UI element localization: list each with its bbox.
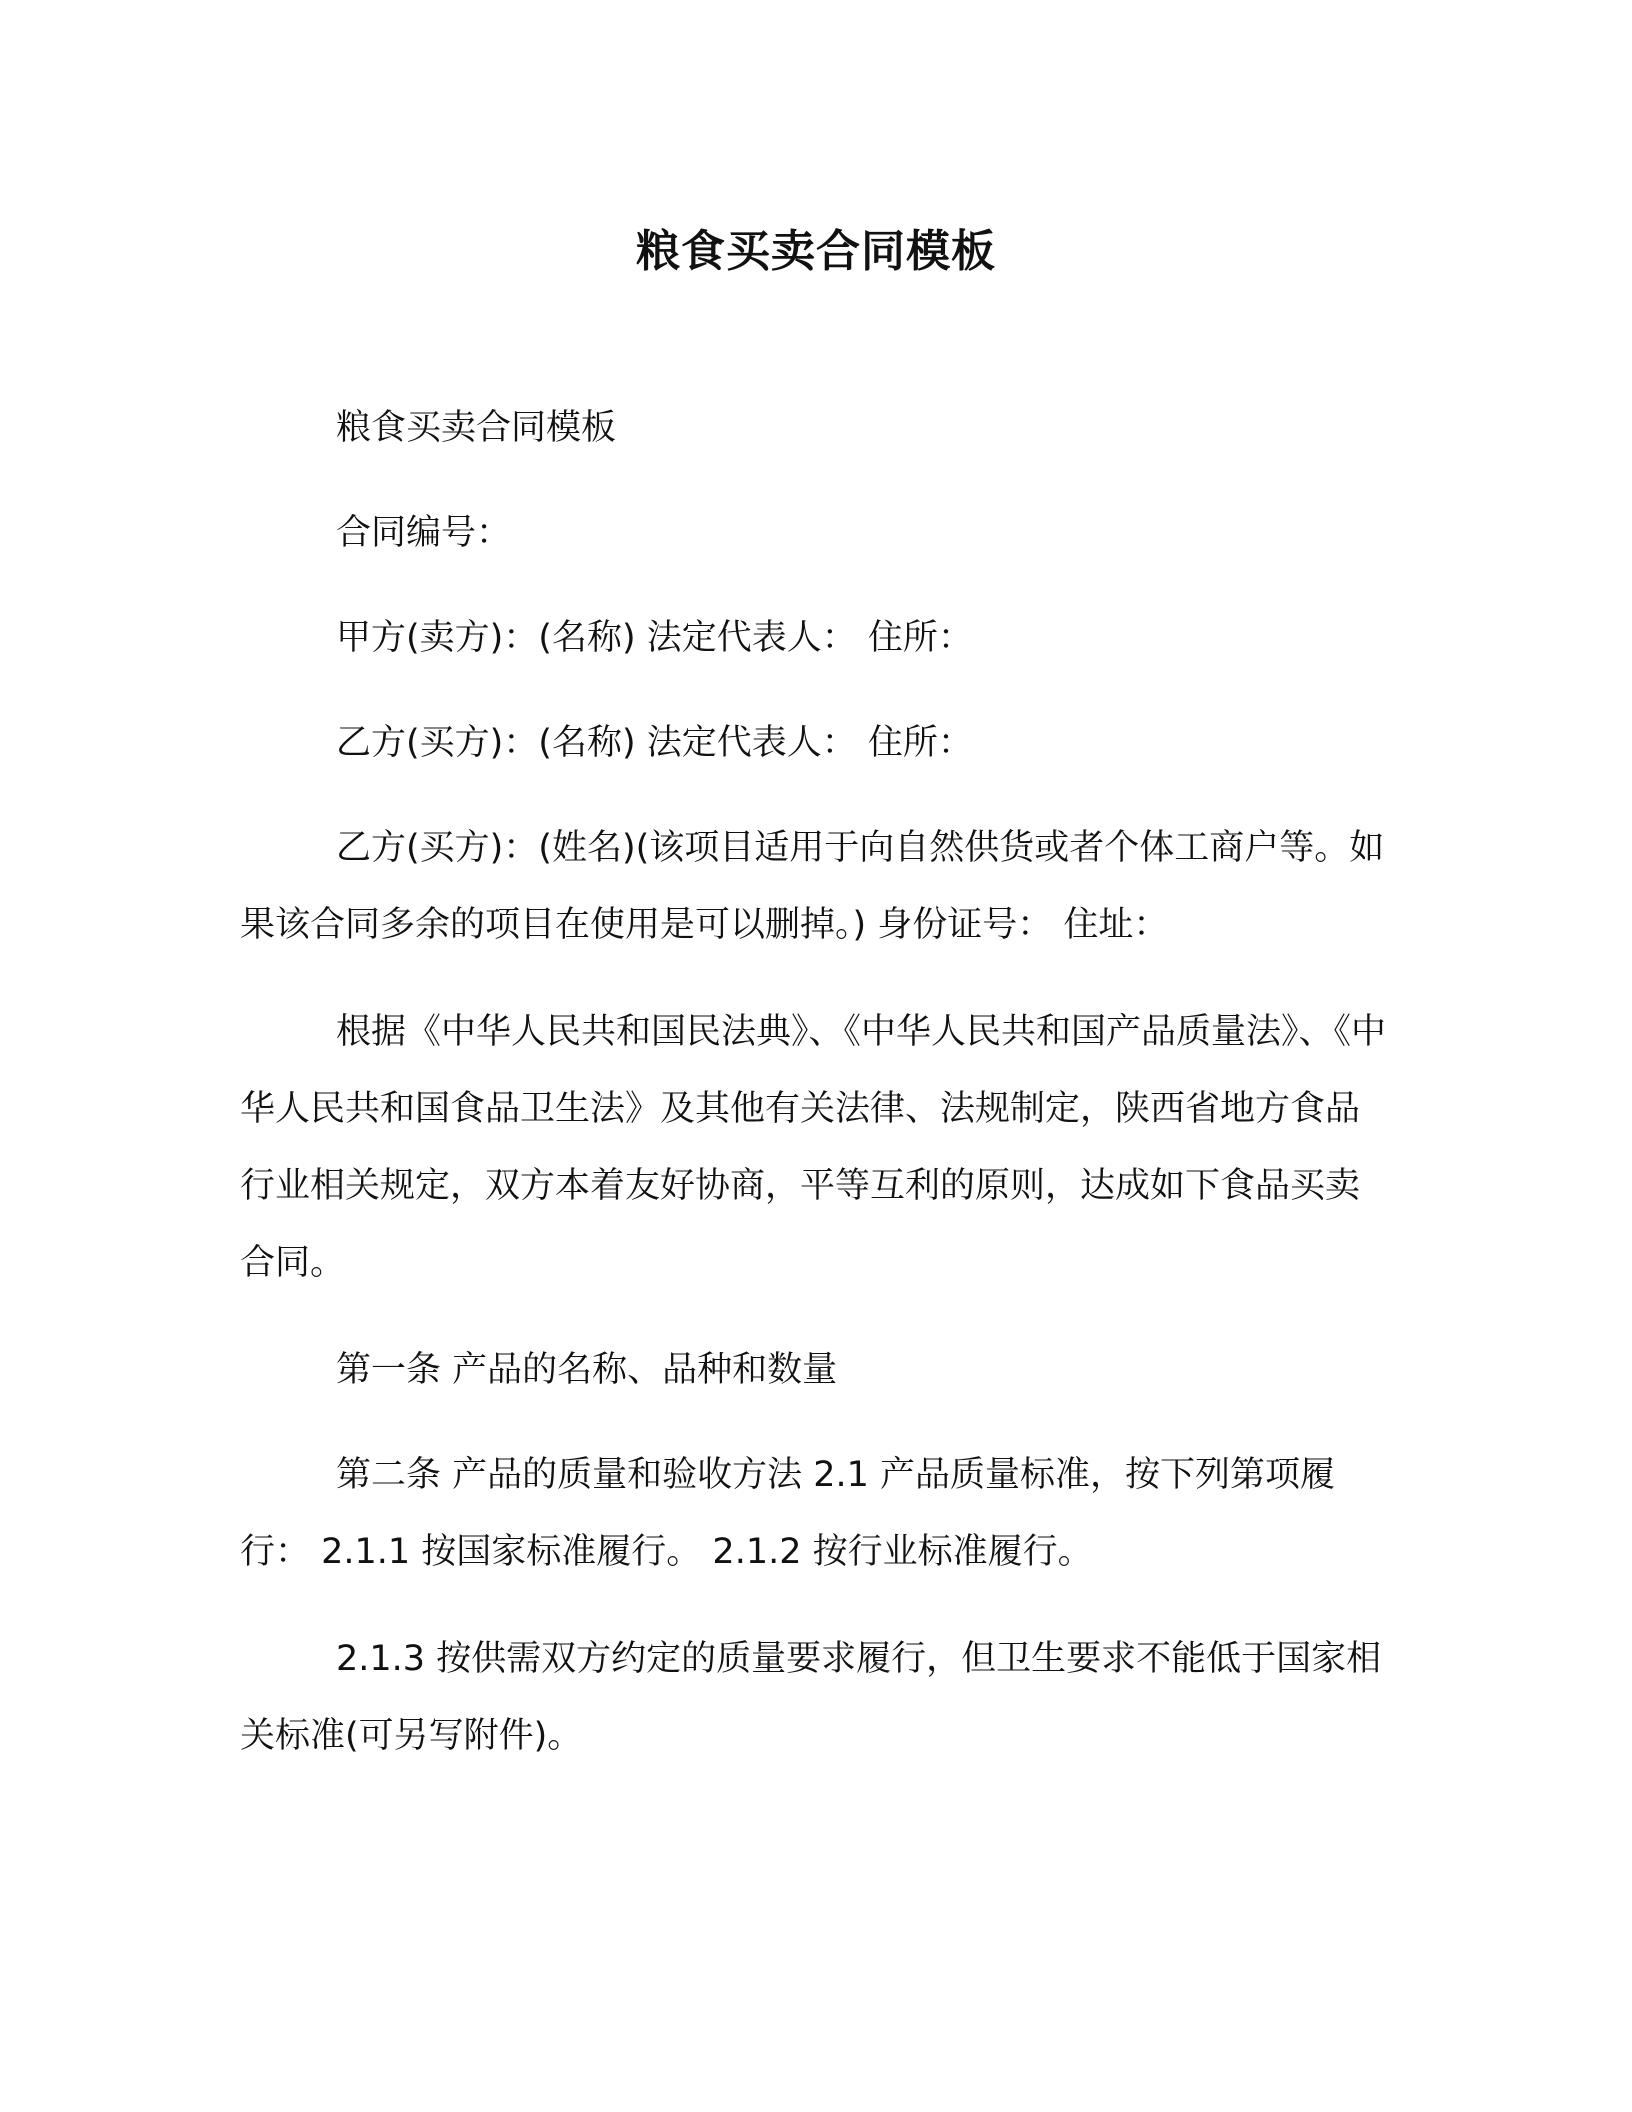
paragraph-contract-number: 合同编号： [336,513,512,553]
paragraph-heading-repeat: 粮食买卖合同模板 [336,408,617,448]
paragraph-party-b: 乙方(买方)：(名称) 法定代表人： 住所： [336,723,973,763]
paragraph-party-b-individual: 乙方(买方)：(姓名)(该项目适用于向自然供货或者个体工商户等。如果该合同多余的项目在使用是可以删掉。) 身份证号： 住址： [240,828,1385,945]
document-title: 粮食买卖合同模板 [636,226,996,277]
paragraph-party-a: 甲方(卖方)：(名称) 法定代表人： 住所： [336,618,973,658]
paragraph-article-2-1-3: 2.1.3 按供需双方约定的质量要求履行，但卫生要求不能低于国家相关标准(可另写附件)。 [240,1639,1382,1756]
document-body [240,390,1390,1805]
paragraph-legal-basis: 根据《中华人民共和国民法典》、《中华人民共和国产品质量法》、《中华人民共和国食品卫生法》及其他有关法律、法规制定，陕西省地方食品行业相关规定，双方本着友好协商，平等互利的原则，达成如下食品买卖合同。 [240,1012,1387,1283]
paragraph-article-1: 第一条 产品的名称、品种和数量 [336,1350,838,1390]
paragraph-article-2: 第二条 产品的质量和验收方法 2.1 产品质量标准，按下列第项履行： 2.1.1 按国家标准履行。 2.1.2 按行业标准履行。 [240,1455,1336,1572]
